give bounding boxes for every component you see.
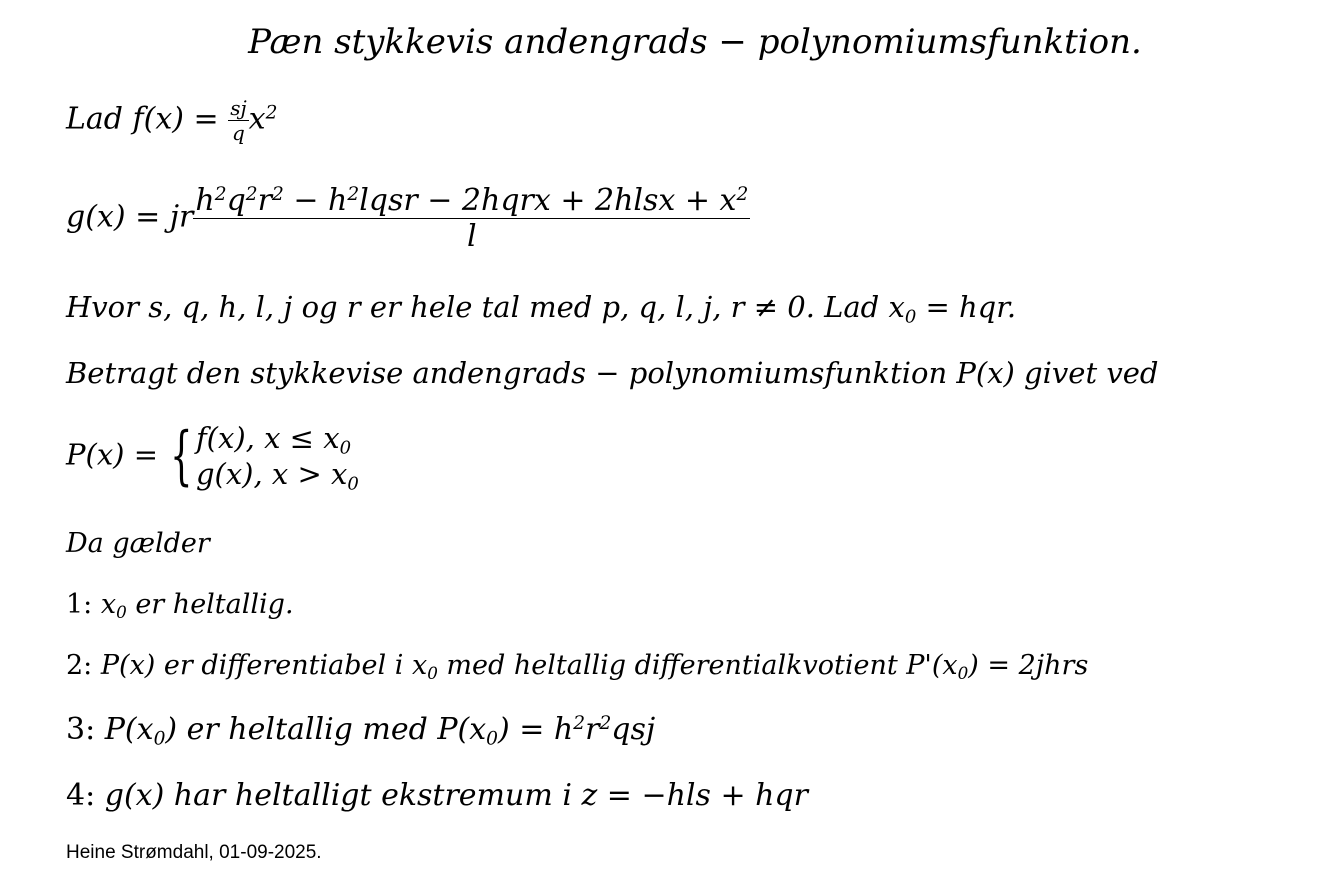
f-definition [66,96,277,145]
piecewise-definition [66,420,359,493]
g-fraction [193,183,750,254]
g-lead: g(x) = jr [66,199,194,235]
g-numerator: $h^2q^2r^2$ − $h^2lqsr$ − 2hqrx + 2hlsx + $x^2$ [195,183,749,218]
list-item: 1: $x_0$ er heltallig. [66,589,294,623]
g-denominator: l [193,218,750,254]
condition-text: Hvor s, q, h, l, j og r er hele tal med p, q, l, j, r ≠ 0. Lad $x_0$ = hqr. [66,290,1017,328]
page-title: Pæn stykkevis andengrads − polynomiumsfunktion. [248,22,1142,62]
left-brace: { [170,419,193,494]
then-heading: Da gælder [66,528,210,559]
f-lead: Lad f(x) = [66,101,229,137]
list-item: 4: g(x) har heltalligt ekstremum i z = −hls + hqr [66,778,808,813]
list-item: 2: P(x) er differentiabel i $x_0$ med heltallig differentialkvotient $P'(x_0)$ = 2jhrs [66,650,1089,684]
case-2: g(x), $x > x_0$ [195,457,359,495]
g-definition [66,183,750,254]
f-fraction [228,96,248,145]
f-denominator: q [228,120,248,145]
consider-text: Betragt den stykkevise andengrads − polynomiumsfunktion P(x) givet ved [66,356,1159,390]
piecewise-cases [196,420,359,493]
list-item: 3: $P(x_0)$ er heltallig med $P(x_0) = h^2r^2qsj$ [66,712,656,750]
piecewise-lead: P(x) = [66,437,168,472]
footer-signature: Heine Strømdahl, 01-09-2025. [66,842,322,863]
f-numerator: sj [230,96,247,120]
case-1: f(x), $x \le x_0$ [195,421,351,459]
f-exponent: 2 [265,102,278,124]
f-x: x [248,101,266,137]
